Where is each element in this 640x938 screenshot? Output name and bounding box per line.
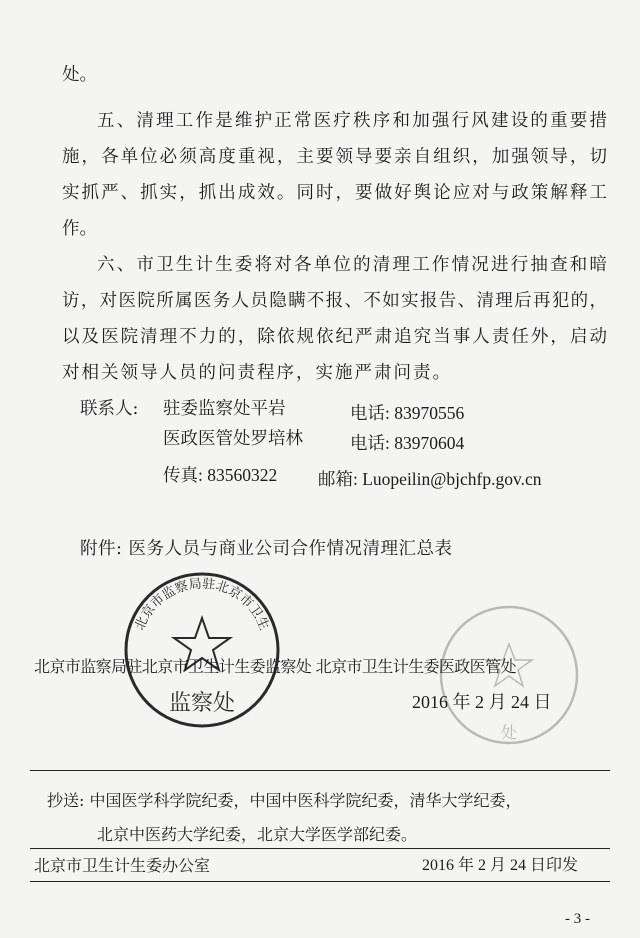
para6-line: 以及医院清理不力的，除依规依纪严肃追究当事人责任外，启动 bbox=[62, 327, 607, 347]
para6-line: 六、市卫生计生委将对各单位的清理工作情况进行抽查和暗 bbox=[97, 255, 607, 275]
seal-left-ring-text: 北京市监察局驻北京市卫生 bbox=[132, 576, 272, 633]
contact-email: 邮箱: Luopeilin@bjchfp.gov.cn bbox=[318, 469, 542, 489]
seal-right-center-text: 处 bbox=[500, 723, 518, 742]
attachment-line: 附件: 医务人员与商业公司合作情况清理汇总表 bbox=[80, 539, 453, 559]
contact-fax: 传真: 83560322 bbox=[163, 465, 278, 485]
signature-date: 2016 年 2 月 24 日 bbox=[412, 692, 552, 712]
contacts-label: 联系人: bbox=[80, 399, 139, 419]
cc-line-2: 北京中医药大学纪委，北京大学医学部纪委。 bbox=[97, 825, 418, 844]
divider bbox=[30, 848, 610, 849]
contact-person-1: 驻委监察处平岩 bbox=[163, 399, 286, 419]
contact-phone-1: 电话: 83970556 bbox=[350, 403, 465, 423]
cc-line-1: 抄送: 中国医学科学院纪委，中国中医科学院纪委，清华大学纪委， bbox=[47, 791, 522, 810]
issuing-office: 北京市卫生计生委办公室 bbox=[34, 856, 211, 875]
seal-left bbox=[122, 570, 282, 730]
para5-line: 五、清理工作是维护正常医疗秩序和加强行风建设的重要措 bbox=[97, 111, 607, 131]
opening-tail: 处。 bbox=[62, 65, 97, 85]
divider bbox=[30, 881, 610, 882]
contact-phone-2: 电话: 83970604 bbox=[350, 433, 465, 453]
page-number: - 3 - bbox=[565, 911, 590, 927]
para5-line: 实抓严、抓实，抓出成效。同时，要做好舆论应对与政策解释工 bbox=[62, 183, 607, 203]
para5-line: 施，各单位必须高度重视，主要领导要亲自组织，加强领导，切 bbox=[62, 147, 607, 167]
divider bbox=[30, 770, 610, 771]
para5-line: 作。 bbox=[62, 219, 97, 239]
issue-date: 2016 年 2 月 24 日印发 bbox=[422, 857, 579, 874]
svg-text:北京市监察局驻北京市卫生 bbox=[133, 577, 273, 633]
contact-person-2: 医政医管处罗培林 bbox=[163, 429, 303, 449]
seal-left-center-text: 监察处 bbox=[168, 691, 236, 716]
issuing-offices: 北京市监察局驻北京市卫生计生委监察处 北京市卫生计生委医政医管处 bbox=[34, 657, 516, 676]
para6-line: 对相关领导人员的问责程序，实施严肃问责。 bbox=[62, 363, 452, 383]
para6-line: 访，对医院所属医务人员隐瞒不报、不如实报告、清理后再犯的， bbox=[62, 291, 607, 311]
